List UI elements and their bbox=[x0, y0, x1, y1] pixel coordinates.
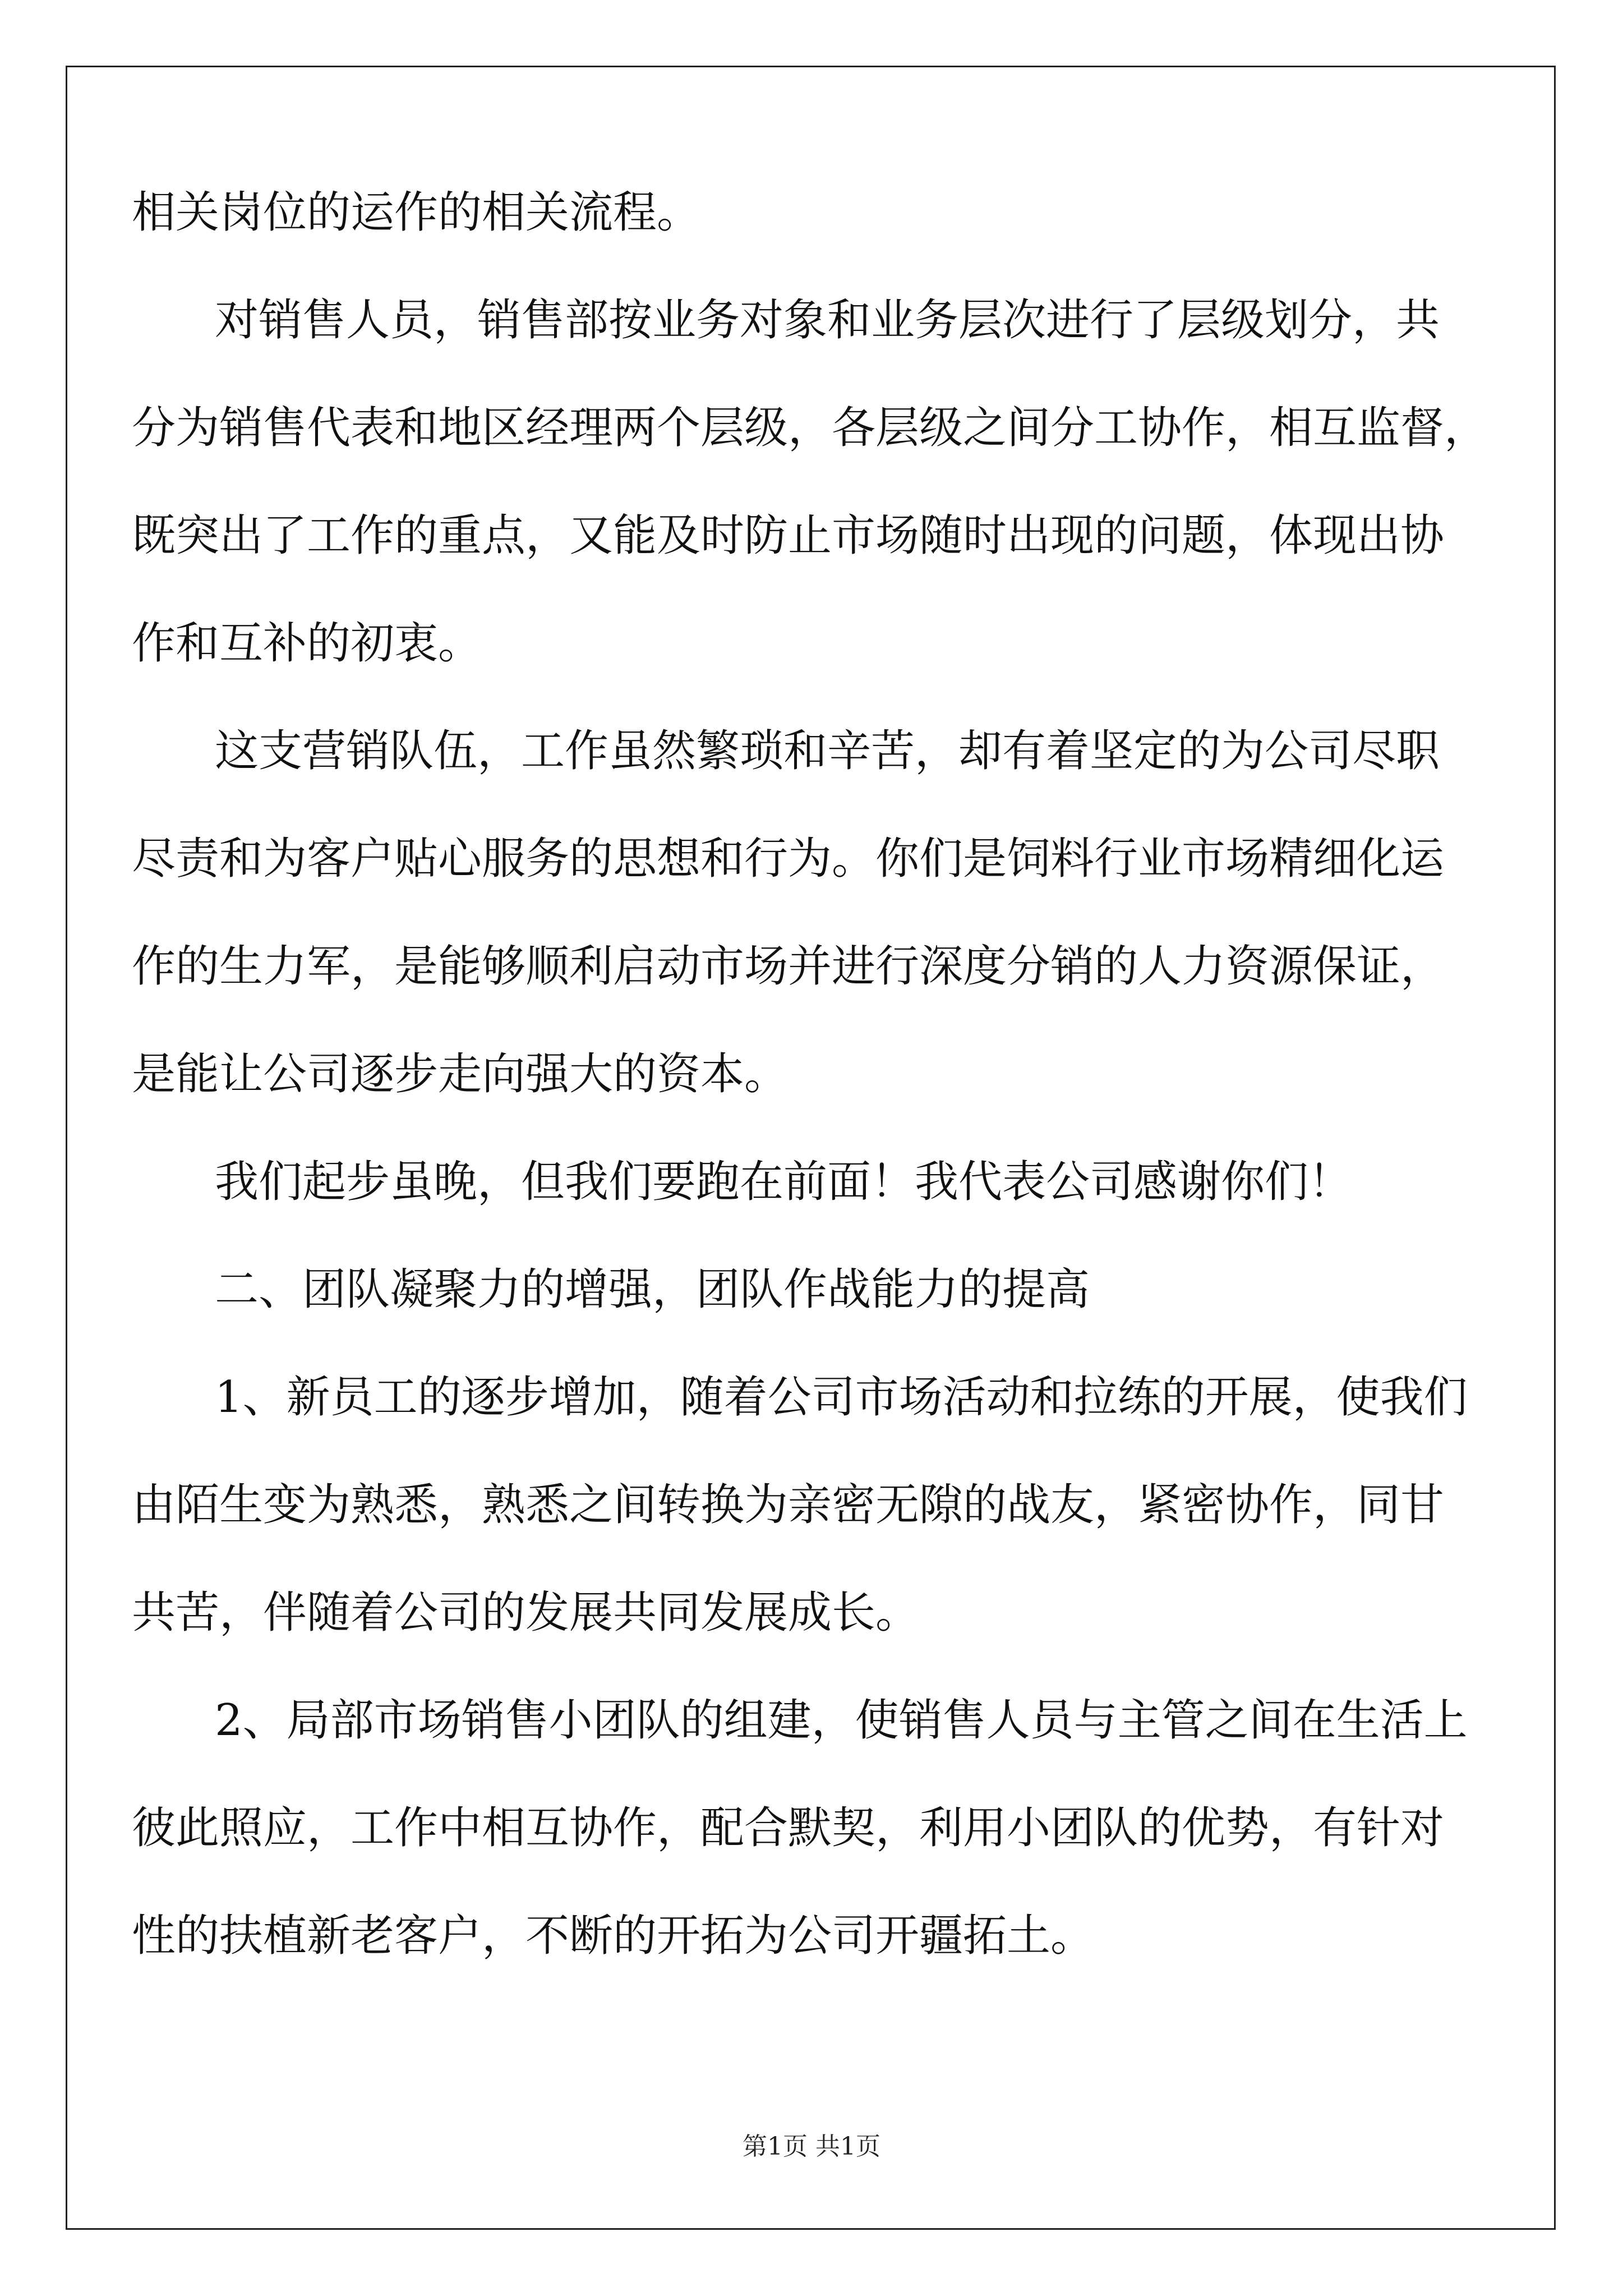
text-line: 分为销售代表和地区经理两个层级，各层级之间分工协作，相互监督， bbox=[132, 403, 1488, 453]
paragraph-start: 2、局部市场销售小团队的组建，使销售人员与主管之间在生活上 bbox=[215, 1695, 1468, 1746]
page-border bbox=[66, 66, 1556, 2230]
page-footer: 第1页 共1页 bbox=[743, 2132, 880, 2161]
text-line: 共苦，伴随着公司的发展共同发展成长。 bbox=[132, 1588, 920, 1638]
paragraph-start: 对销售人员，销售部按业务对象和业务层次进行了层级划分，共 bbox=[215, 295, 1440, 346]
text-line: 相关岗位的运作的相关流程。 bbox=[132, 187, 701, 238]
section-heading: 二、团队凝聚力的增强，团队作战能力的提高 bbox=[215, 1264, 1090, 1315]
text-line: 彼此照应，工作中相互协作，配合默契，利用小团队的优势，有针对 bbox=[132, 1803, 1445, 1853]
text-line: 是能让公司逐步走向强大的资本。 bbox=[132, 1049, 789, 1099]
paragraph-start: 我们起步虽晚，但我们要跑在前面！我代表公司感谢你们！ bbox=[215, 1157, 1353, 1207]
paragraph-start: 这支营销队伍，工作虽然繁琐和辛苦，却有着坚定的为公司尽职 bbox=[215, 726, 1440, 776]
text-line: 既突出了工作的重点，又能及时防止市场随时出现的问题，体现出协 bbox=[132, 510, 1445, 561]
text-line: 由陌生变为熟悉，熟悉之间转换为亲密无隙的战友，紧密协作，同甘 bbox=[132, 1480, 1445, 1530]
text-line: 作和互补的初衷。 bbox=[132, 618, 482, 669]
text-line: 尽责和为客户贴心服务的思想和行为。你们是饲料行业市场精细化运 bbox=[132, 834, 1445, 884]
text-line: 性的扶植新老客户，不断的开拓为公司开疆拓土。 bbox=[132, 1911, 1095, 1961]
paragraph-start: 1、新员工的逐步增加，随着公司市场活动和拉练的开展，使我们 bbox=[215, 1372, 1468, 1423]
text-line: 作的生力军，是能够顺利启动市场并进行深度分销的人力资源保证， bbox=[132, 941, 1445, 992]
